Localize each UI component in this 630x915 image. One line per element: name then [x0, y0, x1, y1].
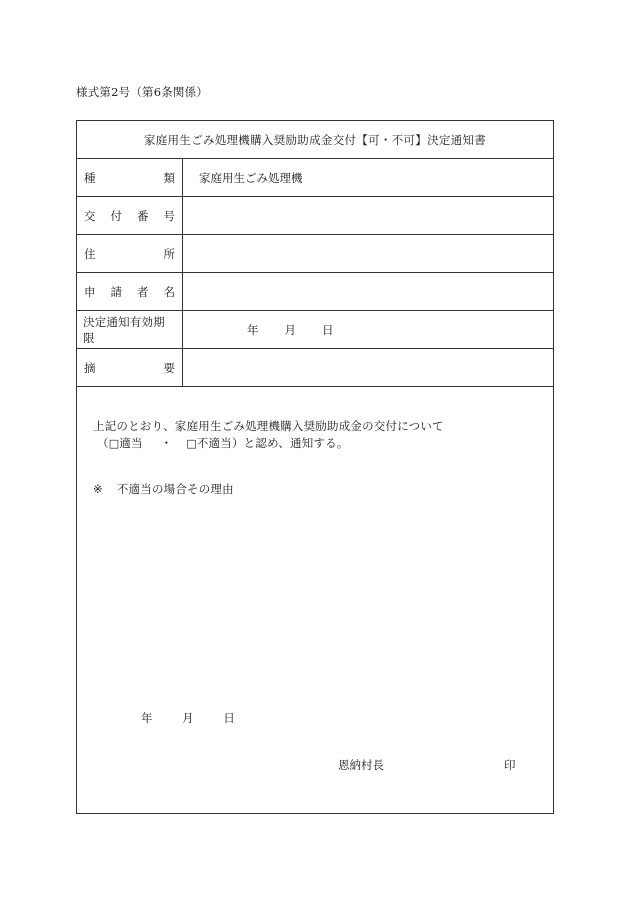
issue-day-unit: 日 [223, 711, 235, 725]
table-row-grant-number [77, 197, 553, 235]
expiry-year-unit: 年 [247, 322, 259, 337]
table-row-applicant-name [77, 273, 553, 311]
label-grant-number: 交 付 番 号 [77, 197, 183, 234]
expiry-month-unit: 月 [284, 322, 296, 337]
issue-date[interactable] [141, 710, 261, 726]
statement-line-1: 上記のとおり、家庭用生ごみ処理機購入奨励助成金の交付について [93, 419, 444, 433]
table-row-remarks [77, 349, 553, 387]
label-applicant-name: 申 請 者 名 [77, 273, 183, 310]
form-title: 家庭用生ごみ処理機購入奨励助成金交付【可・不可】決定通知書 [77, 121, 553, 159]
reference-mark: ※ [93, 482, 103, 496]
value-type: 家庭用生ごみ処理機 [199, 170, 303, 185]
checkbox-appropriate[interactable]: □ [108, 437, 120, 450]
label-address: 住 所 [77, 235, 183, 272]
form-number-label: 様式第2号（第6条関係） [76, 85, 209, 99]
label-remarks: 摘 要 [77, 349, 183, 386]
notice-body [77, 387, 553, 821]
table-row-address [77, 235, 553, 273]
reason-note [93, 481, 234, 497]
label-type: 種 類 [77, 159, 183, 196]
value-remarks[interactable] [183, 349, 553, 386]
value-grant-number[interactable] [183, 197, 553, 234]
label-expiry: 決定通知有効期限 [77, 311, 183, 348]
notice-form [76, 120, 554, 814]
value-expiry-date[interactable] [183, 311, 553, 348]
table-row-type [77, 159, 553, 197]
expiry-day-unit: 日 [322, 322, 334, 337]
value-address[interactable] [183, 235, 553, 272]
table-row-expiry [77, 311, 553, 349]
option-appropriate: 適当 [119, 436, 143, 450]
reason-label: 不適当の場合その理由 [116, 482, 234, 496]
option-separator: ・ [160, 436, 173, 450]
checkbox-inappropriate[interactable]: □ [186, 437, 197, 450]
statement-line-2: （□適当 ・ □不適当）と認め、通知する。 [97, 436, 349, 450]
option-inappropriate: 不適当 [196, 436, 232, 450]
issue-month-unit: 月 [182, 711, 194, 725]
seal-mark: 印 [504, 758, 516, 772]
issue-year-unit: 年 [141, 711, 153, 725]
issuer-name: 恩納村長 [338, 758, 384, 772]
value-applicant-name[interactable] [183, 273, 553, 310]
